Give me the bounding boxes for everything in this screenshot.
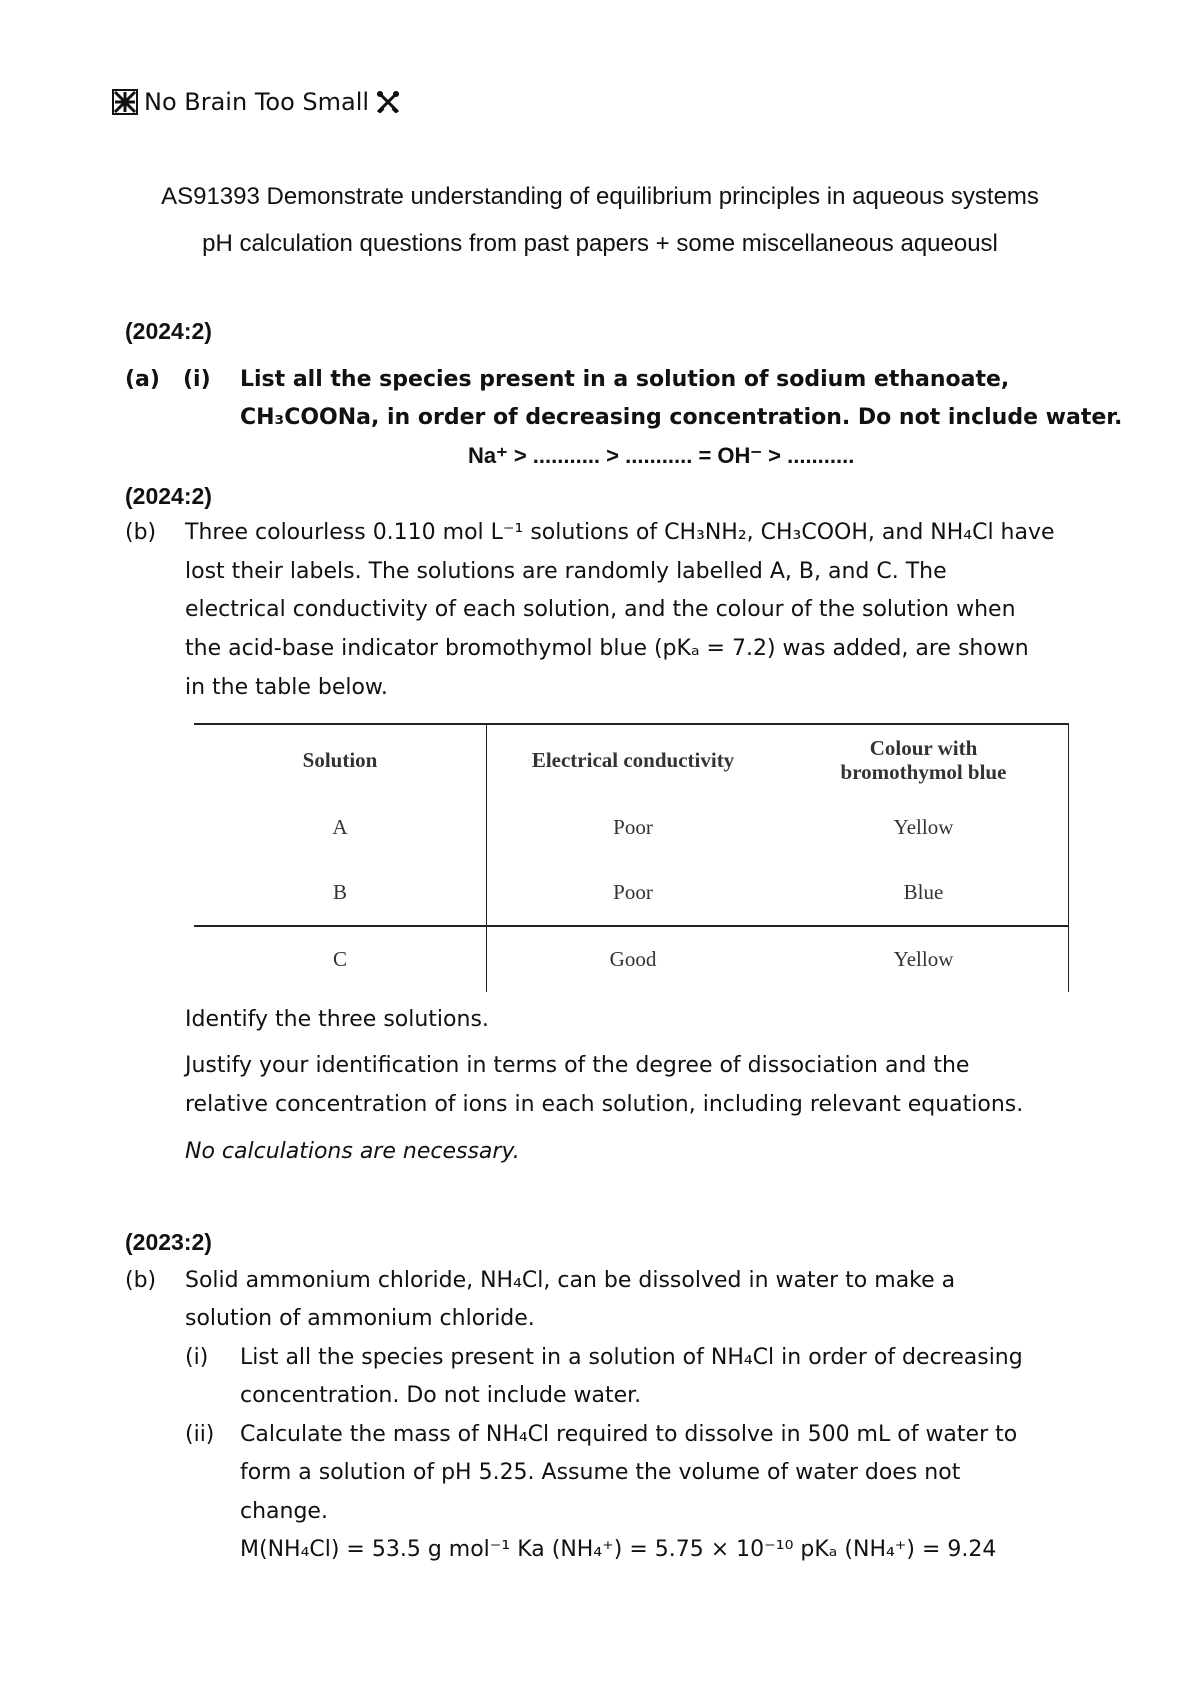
- table-row: [194, 926, 1069, 992]
- q3-i-line1: List all the species present in a solution of NH₄Cl in order of decreasing: [240, 1345, 1023, 1370]
- q3-intro-line2: solution of ammonium chloride.: [185, 1306, 535, 1331]
- cell-conductivity: Good: [487, 926, 780, 992]
- site-name: No Brain Too Small: [144, 88, 370, 116]
- q3-ii-line1: Calculate the mass of NH₄Cl required to dissolve in 500 mL of water to: [240, 1422, 1018, 1447]
- cell-conductivity: Poor: [613, 815, 653, 839]
- header-solution: Solution: [194, 724, 487, 795]
- q1-part-label: (a): [125, 367, 160, 392]
- q3-ii-label: (ii): [185, 1422, 215, 1447]
- cell-solution: B: [194, 860, 487, 926]
- q2-note: No calculations are necessary.: [185, 1139, 520, 1164]
- q3-i-line2: concentration. Do not include water.: [240, 1383, 642, 1408]
- cell-colour: Yellow: [779, 795, 1069, 860]
- header-conductivity: Electrical conductivity: [487, 724, 780, 795]
- cell-conductivity: Poor: [613, 880, 653, 904]
- q3-data-line: M(NH₄Cl) = 53.5 g mol⁻¹ Ka (NH₄⁺) = 5.75 × 10⁻¹⁰ pKₐ (NH₄⁺) = 9.24: [240, 1537, 997, 1562]
- document-subtitle: pH calculation questions from past papers + some miscellaneous aqueousl: [202, 230, 998, 257]
- site-header: [112, 88, 401, 116]
- q3-part-label: (b): [125, 1268, 157, 1293]
- q2-line-3: electrical conductivity of each solution, and the colour of the solution when: [185, 597, 1016, 622]
- cell-solution: C: [194, 926, 487, 992]
- q2-after-line-2: Justify your identification in terms of the degree of dissociation and the: [185, 1053, 970, 1078]
- q2-after-line-1: Identify the three solutions.: [185, 1007, 489, 1032]
- q1-sub-label: (i): [183, 367, 211, 392]
- indicator-table: [194, 723, 1069, 992]
- q3-ii-line3: change.: [240, 1499, 328, 1524]
- q2-part-label: (b): [125, 520, 157, 545]
- brain-logo-icon: [112, 89, 138, 115]
- q3-ii-line2: form a solution of pH 5.25. Assume the volume of water does not: [240, 1460, 961, 1485]
- q1-text-line2: CH₃COONa, in order of decreasing concentration. Do not include water.: [240, 405, 1123, 430]
- header-colour-line2: bromothymol blue: [840, 760, 1007, 784]
- crossed-tools-icon: [375, 89, 401, 115]
- q3-intro-line1: Solid ammonium chloride, NH₄Cl, can be dissolved in water to make a: [185, 1268, 956, 1293]
- q1-text-line1: List all the species present in a solution of sodium ethanoate,: [240, 367, 1010, 392]
- table-row: [194, 795, 1069, 860]
- cell-colour: Yellow: [779, 926, 1069, 992]
- cell-colour: Blue: [779, 860, 1069, 926]
- q2-line-4: the acid-base indicator bromothymol blue (pKₐ = 7.2) was added, are shown: [185, 636, 1029, 661]
- q3-year: (2023:2): [125, 1229, 212, 1255]
- table-row: [194, 860, 1069, 926]
- header-colour-line1: Colour with: [869, 736, 978, 760]
- q2-line-1: Three colourless 0.110 mol L⁻¹ solutions of CH₃NH₂, CH₃COOH, and NH₄Cl have: [185, 520, 1055, 545]
- q2-year: (2024:2): [125, 483, 212, 509]
- q2-line-2: lost their labels. The solutions are randomly labelled A, B, and C. The: [185, 559, 947, 584]
- q1-year: (2024:2): [125, 318, 212, 344]
- table-header-row: [194, 724, 1069, 795]
- q1-answer-template: Na⁺ > ........... > ........... = OH⁻ > ...........: [468, 443, 855, 468]
- header-colour: [779, 724, 1069, 795]
- q3-i-label: (i): [185, 1345, 209, 1370]
- document-title: AS91393 Demonstrate understanding of equilibrium principles in aqueous systems: [161, 183, 1039, 210]
- cell-solution: A: [194, 795, 487, 860]
- q2-line-5: in the table below.: [185, 675, 388, 700]
- q2-after-line-3: relative concentration of ions in each solution, including relevant equations.: [185, 1092, 1024, 1117]
